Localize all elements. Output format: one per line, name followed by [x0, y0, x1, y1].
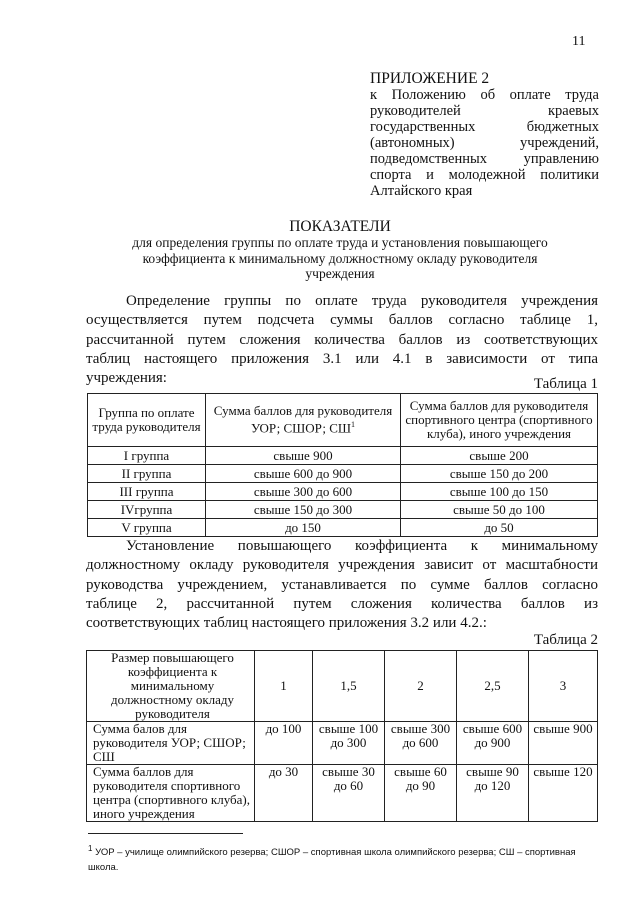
footnote-mark: 1	[351, 420, 356, 430]
table-row	[88, 447, 598, 465]
cell: свыше 600 до 900	[206, 465, 401, 483]
appendix-line: (автономных) учреждений,	[370, 135, 599, 151]
header-cell: Сумма баллов для руководителя спортивного центра (спортивного клуба), иного учреждения	[401, 394, 598, 447]
title-sub: учреждения	[305, 266, 375, 281]
title-sub: для определения группы по оплате труда и установления повышающего	[132, 235, 548, 250]
appendix-line: к Положению об оплате труда	[370, 87, 599, 103]
footnote-text: УОР – училище олимпийского резерва; СШОР – спортивная школа олимпийского резерва; СШ – спортивная школа.	[88, 847, 576, 874]
header-cell: 1,5	[313, 651, 385, 722]
footnote	[88, 841, 598, 875]
appendix-line: спорта и молодежной политики	[370, 167, 599, 183]
table-2	[86, 650, 598, 822]
table-2-label: Таблица 2	[533, 632, 598, 648]
text-line: Определение группы по оплате труда руководителя учреждения	[126, 293, 598, 309]
cell: свыше 90 до 120	[457, 765, 529, 822]
cell: свыше 150 до 300	[206, 501, 401, 519]
header-cell: 2,5	[457, 651, 529, 722]
cell: свыше 300 до 600	[385, 722, 457, 765]
cell: V группа	[88, 519, 206, 537]
table-1-label: Таблица 1	[533, 376, 598, 392]
title-sub: коэффициента к минимальному должностному окладу руководителя	[142, 250, 538, 266]
table-row	[87, 722, 598, 765]
cell: свыше 120	[529, 765, 598, 822]
footnote-mark: 1	[88, 844, 93, 853]
paragraph-1	[86, 292, 598, 388]
cell: свыше 100 до 150	[401, 483, 598, 501]
cell: до 100	[255, 722, 313, 765]
title-main: ПОКАЗАТЕЛИ	[289, 218, 391, 235]
appendix-header	[370, 70, 599, 199]
header-cell: 2	[385, 651, 457, 722]
table-row	[88, 483, 598, 501]
cell: свыше 50 до 100	[401, 501, 598, 519]
text-line: Установление повышающего коэффициента к минимальному	[126, 538, 598, 554]
table-row	[88, 519, 598, 537]
appendix-line: Алтайского края	[370, 183, 473, 199]
cell: IVгруппа	[88, 501, 206, 519]
cell: свыше 600 до 900	[457, 722, 529, 765]
text-line: руководства учреждением, устанавливается по сумме баллов согласно	[86, 576, 598, 593]
cell: свыше 60 до 90	[385, 765, 457, 822]
text-line: таблиц настоящего приложения 3.1 или 4.1 в зависимости от типа	[86, 350, 598, 367]
text-line: рассчитанной путем сложения количества баллов из соответствующих	[86, 331, 598, 348]
table-header-row	[87, 651, 598, 722]
header-cell: Группа по оплате труда руководителя	[88, 394, 206, 447]
header-cell: 3	[529, 651, 598, 722]
paragraph-2	[86, 537, 598, 633]
cell: I группа	[88, 447, 206, 465]
cell: II группа	[88, 465, 206, 483]
cell: свыше 200	[401, 447, 598, 465]
text-line: учреждения:	[86, 370, 167, 387]
table-row	[88, 465, 598, 483]
cell: свыше 300 до 600	[206, 483, 401, 501]
text-line: осуществляется путем подсчета суммы баллов согласно таблице 1,	[86, 312, 598, 329]
header-text: Сумма баллов для руководителя УОР; СШОР; СШ	[213, 403, 393, 436]
cell: до 150	[206, 519, 401, 537]
table-row	[87, 765, 598, 822]
appendix-line: подведомственных управлению	[370, 151, 599, 167]
cell: Сумма баллов для руководителя спортивного центра (спортивного клуба), иного учреждения	[87, 765, 255, 822]
cell: свыше 150 до 200	[401, 465, 598, 483]
cell: свыше 900	[529, 722, 598, 765]
footnote-divider	[88, 833, 243, 834]
header-cell	[206, 394, 401, 447]
cell: свыше 900	[206, 447, 401, 465]
cell: до 30	[255, 765, 313, 822]
cell: до 50	[401, 519, 598, 537]
text-line: должностному окладу руководителя учреждения зависит от масштабности	[86, 557, 598, 574]
cell: свыше 100 до 300	[313, 722, 385, 765]
cell: Сумма балов для руководителя УОР; СШОР; СШ	[87, 722, 255, 765]
appendix-heading: ПРИЛОЖЕНИЕ 2	[370, 70, 490, 87]
cell: свыше 30 до 60	[313, 765, 385, 822]
text-line: таблице 2, рассчитанной путем сложения количества баллов из	[86, 595, 598, 612]
appendix-line: руководителей краевых	[370, 103, 599, 119]
header-cell: Размер повышающего коэффициента к минимальному должностному окладу руководителя	[87, 651, 255, 722]
table-header-row	[88, 394, 598, 447]
header-cell: 1	[255, 651, 313, 722]
table-1	[87, 393, 598, 537]
appendix-line: государственных бюджетных	[370, 119, 599, 135]
document-title	[90, 219, 590, 282]
text-line: соответствующих таблиц настоящего приложения 3.2 или 4.2.:	[86, 615, 487, 632]
cell: III группа	[88, 483, 206, 501]
table-row	[88, 501, 598, 519]
page-number: 11	[572, 34, 586, 49]
